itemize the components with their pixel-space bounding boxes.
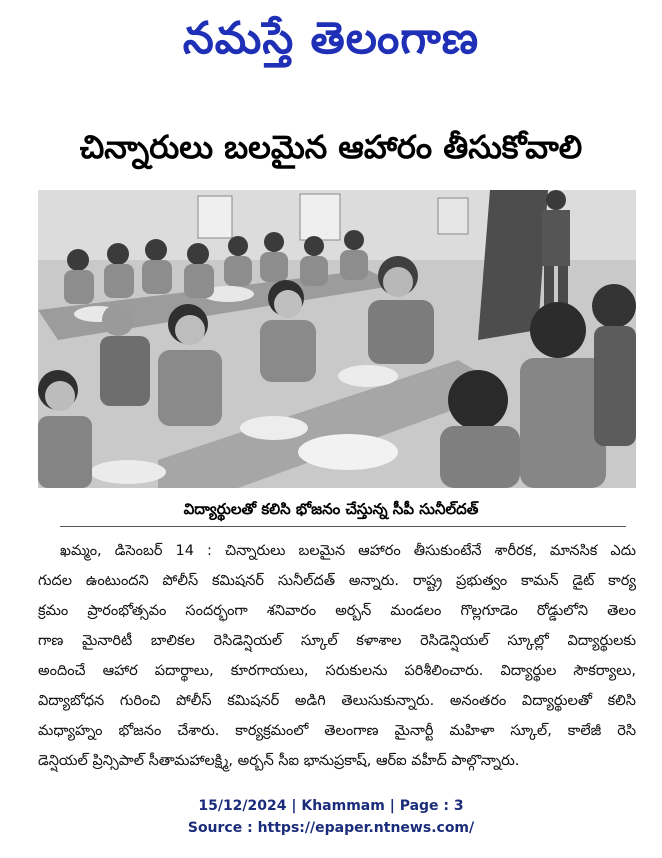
article-line: డెన్షియల్ ప్రిన్సిపాల్ సీతామహాలక్ష్మి, అర్బన్ సీఐ భానుప్రకాష్, ఆర్ఐ వహీద్ పాల్గొన్నారు. xyxy=(38,753,520,769)
caption-divider xyxy=(60,526,626,527)
article-line: విద్యాబోధన గురించి పోలీస్ కమిషనర్ అడిగి తెలుసుకున్నారు. అనంతరం విద్యార్థులతో కలిసి xyxy=(38,693,636,709)
masthead-logo: నమస్తే తెలంగాణ xyxy=(182,13,480,64)
photo-illustration xyxy=(38,190,636,488)
article-line: ఖమ్మం, డిసెంబర్ 14 : చిన్నారులు బలమైన ఆహారం తీసుకుంటేనే శారీరక, మానసిక ఎదు xyxy=(60,543,636,559)
article-line: గుదల ఉంటుందని పోలీస్ కమిషనర్ సునీల్‌దత్ అన్నారు. రాష్ట్ర ప్రభుత్వం కామన్ డైట్ కార్య xyxy=(38,573,636,589)
headline: చిన్నారులు బలమైన ఆహారం తీసుకోవాలి xyxy=(79,128,583,166)
article-line: మధ్యాహ్నం భోజనం చేశారు. కార్యక్రమంలో తెలంగాణ మైనార్టీ మహిళా స్కూల్, కాలేజీ రెసి xyxy=(38,723,636,739)
footer-date-page: 15/12/2024 | Khammam | Page : 3 xyxy=(198,798,464,814)
article-line: అందించే ఆహార పదార్థాలు, కూరగాయలు, సరుకులను పరిశీలించారు. విద్యార్థుల సౌకర్యాలు, xyxy=(38,663,636,679)
news-photo xyxy=(38,190,636,488)
article-line: క్రమం ప్రారంభోత్సవం సందర్భంగా శనివారం అర్బన్ మండలం గొల్లగూడెం రోడ్డులోని తెలం xyxy=(38,603,636,619)
article-line: గాణ మైనారిటీ బాలికల రెసిడెన్షియల్ స్కూల్ కళాశాల రెసిడెన్షియల్ స్కూల్లో విద్యార్థులకు xyxy=(38,633,636,649)
photo-caption: విద్యార్థులతో కలిసి భోజనం చేస్తున్న సీపీ సునీల్‌దత్ xyxy=(183,500,479,518)
article-body xyxy=(38,536,636,776)
footer-source-link[interactable]: Source : https://epaper.ntnews.com/ xyxy=(187,820,475,836)
